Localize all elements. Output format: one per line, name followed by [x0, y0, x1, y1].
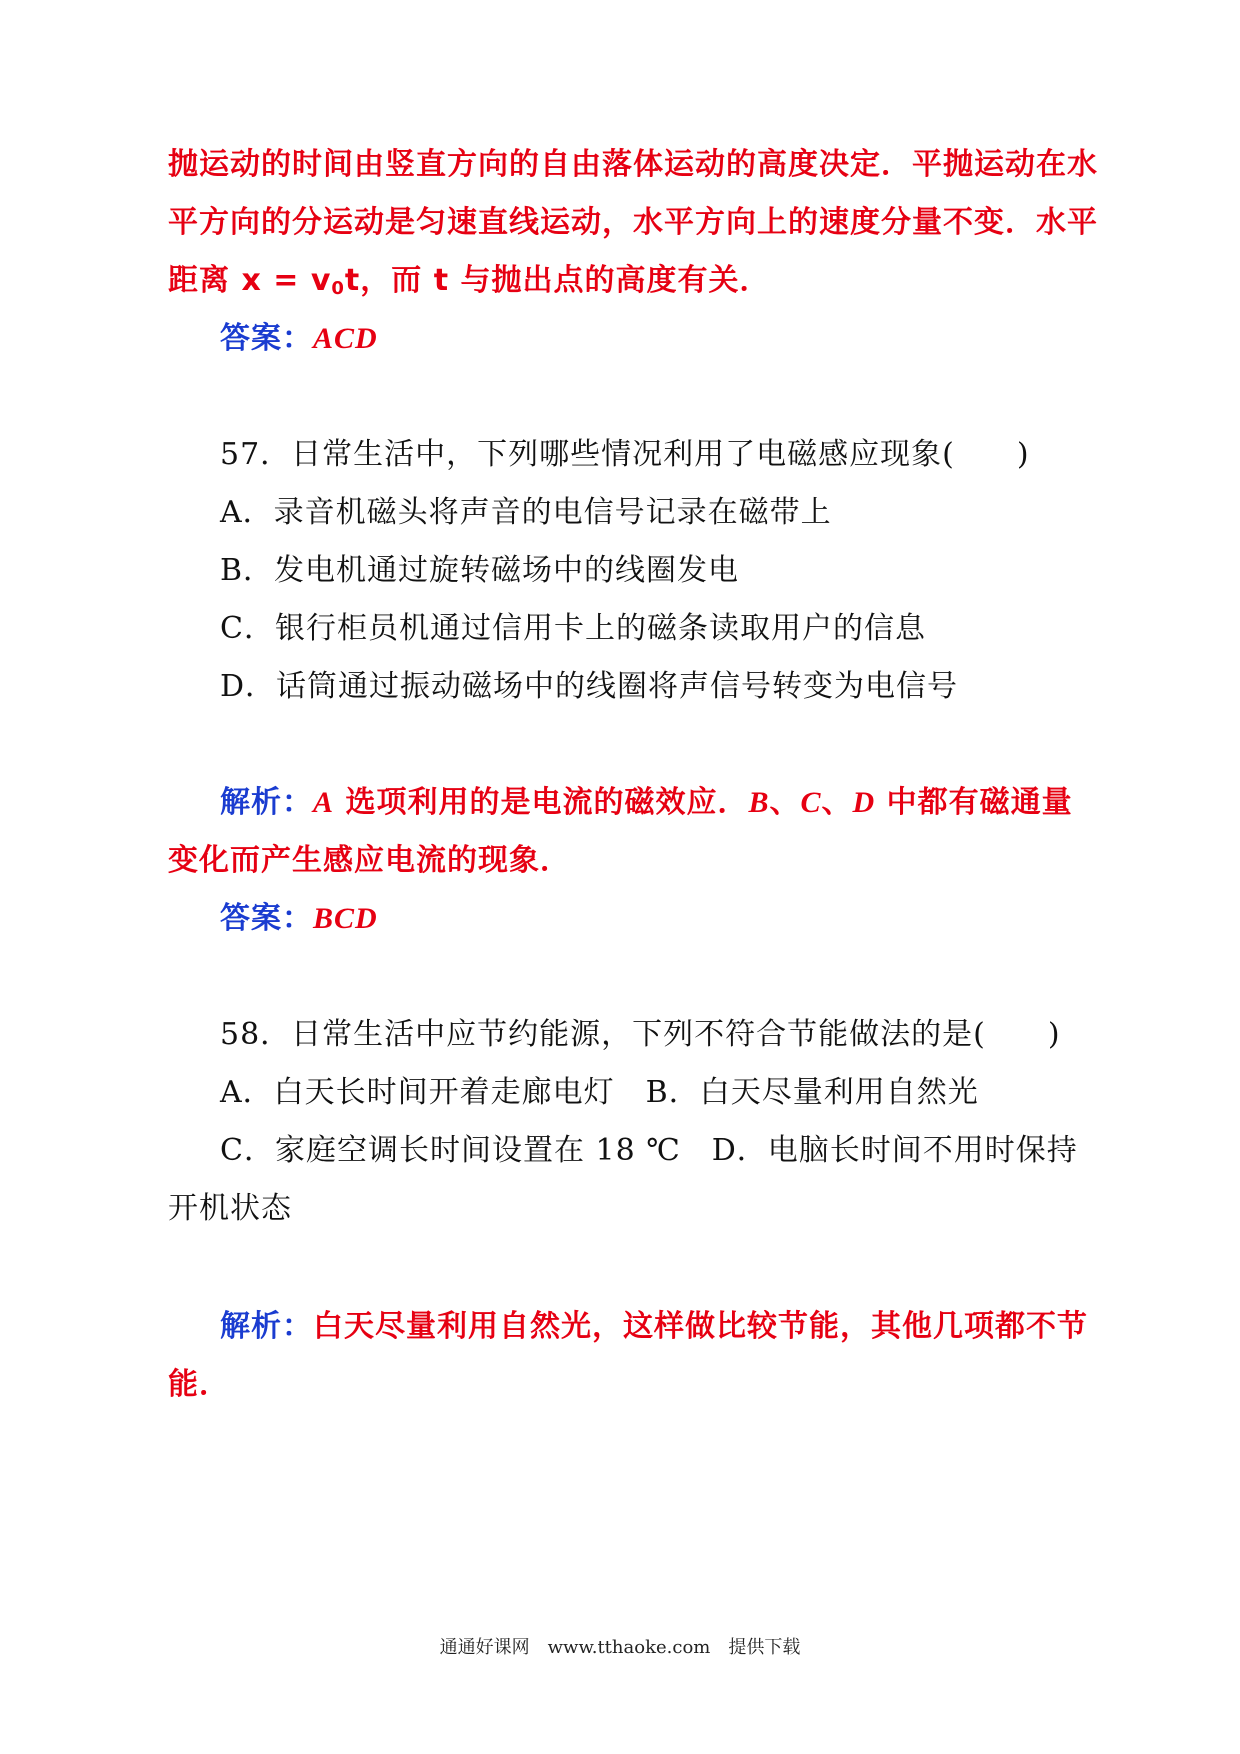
- answer-value: ACD: [313, 322, 378, 355]
- question-58-options-line-3: 开机状态: [168, 1191, 292, 1226]
- explanation-58-text: 白天尽量利用自然光，这样做比较节能，其他几项都不节: [313, 1309, 1088, 1344]
- option-ref-b: B: [748, 786, 770, 819]
- explanation-label: 解析：: [220, 1309, 313, 1344]
- answer-57: [220, 899, 378, 939]
- explanation-56-line-3-pre: 距离 x = v: [168, 263, 332, 298]
- question-57-option-b: B．发电机通过旋转磁场中的线圈发电: [220, 553, 740, 588]
- subscript-zero: 0: [331, 278, 345, 299]
- answer-56: [220, 319, 378, 359]
- option-ref-a: A: [313, 786, 335, 819]
- separator: 、: [821, 785, 853, 820]
- question-57-option-d: D．话筒通过振动磁场中的线圈将声信号转变为电信号: [220, 669, 959, 704]
- answer-label: 答案：: [220, 901, 313, 936]
- question-58-options-line-2: C．家庭空调长时间设置在 18 ℃ D．电脑长时间不用时保持: [220, 1133, 1078, 1168]
- explanation-57-line-2: 变化而产生感应电流的现象．: [168, 843, 571, 878]
- question-57-option-c: C．银行柜员机通过信用卡上的磁条读取用户的信息: [220, 611, 926, 646]
- option-ref-d: D: [852, 786, 876, 819]
- question-57-option-a: A．录音机磁头将声音的电信号记录在磁带上: [220, 495, 832, 530]
- explanation-57-text-1: 选项利用的是电流的磁效应．: [334, 785, 749, 820]
- answer-label: 答案：: [220, 321, 313, 356]
- explanation-56-line-3-post: t，而 t 与抛出点的高度有关．: [344, 263, 771, 298]
- question-58-stem: 58．日常生活中应节约能源，下列不符合节能做法的是( ): [220, 1017, 1061, 1052]
- explanation-56-line-3: [168, 261, 771, 309]
- page-footer: 通通好课网 www.tthaoke.com 提供下载: [439, 1637, 801, 1658]
- explanation-58-line-1: [220, 1307, 1088, 1347]
- question-57-stem: 57．日常生活中，下列哪些情况利用了电磁感应现象( ): [220, 437, 1030, 472]
- explanation-57-line-1: [220, 783, 1073, 823]
- explanation-56-line-1: 抛运动的时间由竖直方向的自由落体运动的高度决定．平抛运动在水: [168, 147, 1098, 182]
- explanation-56-line-2: 平方向的分运动是匀速直线运动，水平方向上的速度分量不变．水平: [168, 205, 1098, 240]
- answer-value: BCD: [313, 902, 378, 935]
- explanation-label: 解析：: [220, 785, 313, 820]
- question-58-options-line-1: A．白天长时间开着走廊电灯 B．白天尽量利用自然光: [220, 1075, 979, 1110]
- separator: 、: [769, 785, 801, 820]
- option-ref-c: C: [800, 786, 822, 819]
- explanation-57-text-2: 中都有磁通量: [875, 785, 1073, 820]
- explanation-58-line-2: 能．: [168, 1367, 230, 1402]
